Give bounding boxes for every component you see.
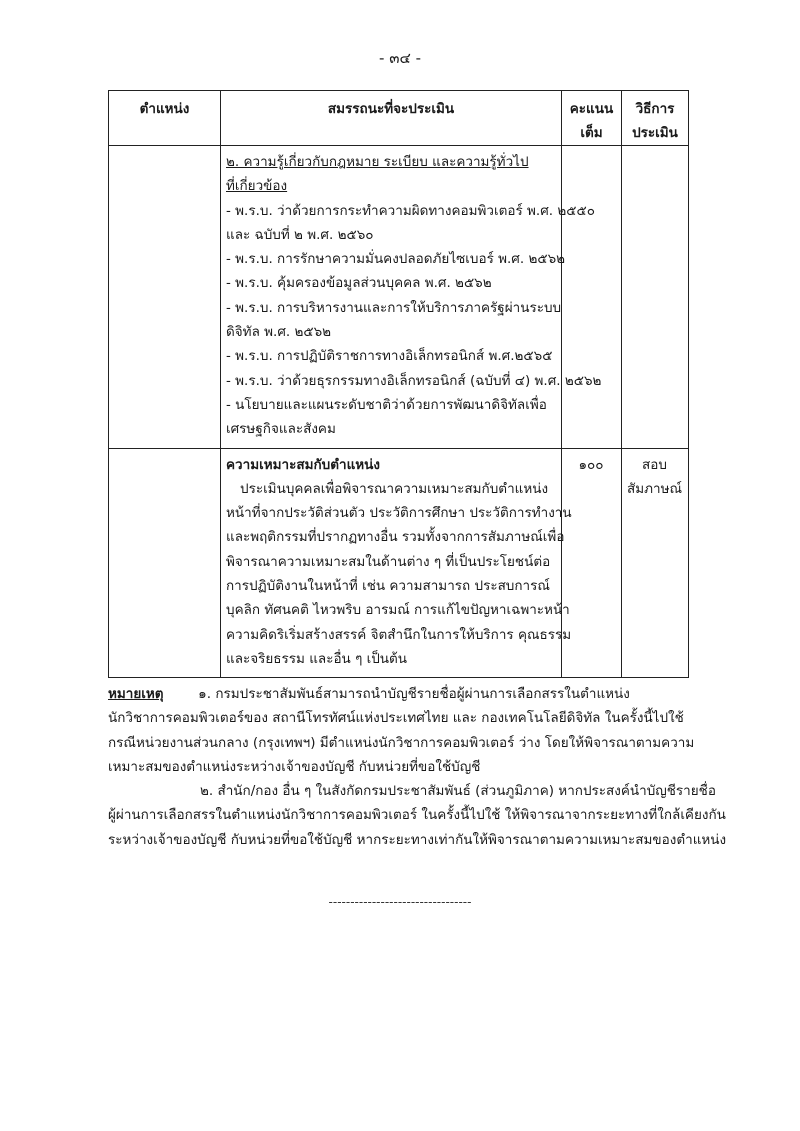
suitability-heading: ความเหมาะสมกับตำแหน่ง: [226, 456, 380, 473]
note2-line: ผู้ผ่านการเลือกสรรในตำแหน่งนักวิชาการคอมพิวเตอร์ ในครั้งนี้ไปใช้ ให้พิจารณาจากระยะทางที่ใกล้เคียงกัน: [108, 807, 726, 824]
row2-score-cell: [562, 448, 622, 678]
row2-competency-cell: [221, 448, 572, 678]
note1-line: กรณีหน่วยงานส่วนกลาง (กรุงเทพฯ) มีตำแหน่งนักวิชาการคอมพิวเตอร์ ว่าง โดยให้พิจารณาตามความ: [108, 734, 695, 751]
note2-line: ระหว่างเจ้าของบัญชี กับหน่วยที่ขอใช้บัญชี หากระยะทางเท่ากันให้พิจารณาตามความเหมาะสมของตำแหน่ง: [108, 831, 727, 848]
suitability-text-line: บุคลิก ทัศนคติ ไหวพริบ อารมณ์ การแก้ไขปัญหาเฉพาะหน้า: [226, 602, 570, 619]
header-full-score: [562, 91, 622, 146]
note1-line: ๑. กรมประชาสัมพันธ์สามารถนำบัญชีรายชื่อผู้ผ่านการเลือกสรรในตำแหน่ง: [198, 686, 630, 702]
row1-competency-cell: [221, 146, 602, 449]
law-knowledge-heading-line1: ๒. ความรู้เกี่ยวกับกฎหมาย ระเบียบ และความรู้ทั่วไป: [226, 154, 529, 170]
table-row: [109, 146, 689, 449]
law-item: - พ.ร.บ. การรักษาความมั่นคงปลอดภัยไซเบอร์ พ.ศ. ๒๕๖๒: [226, 251, 566, 268]
header-method: [622, 91, 689, 146]
remarks-section: [108, 682, 727, 852]
law-item: เศรษฐกิจและสังคม: [226, 421, 336, 438]
note1-line: เหมาะสมของตำแหน่งระหว่างเจ้าของบัญชี กับหน่วยที่ขอใช้บัญชี: [108, 758, 481, 775]
header-method-line2: ประเมิน: [632, 125, 678, 141]
law-item: - พ.ร.บ. ว่าด้วยการกระทำความผิดทางคอมพิวเตอร์ พ.ศ. ๒๕๕๐: [226, 202, 595, 219]
law-item: - พ.ร.บ. ว่าด้วยธุรกรรมทางอิเล็กทรอนิกส์ (ฉบับที่ ๔) พ.ศ. ๒๕๖๒: [226, 372, 602, 389]
note2-line: ๒. สำนัก/กอง อื่น ๆ ในสังกัดกรมประชาสัมพันธ์ (ส่วนภูมิภาค) หากประสงค์นำบัญชีรายชื่อ: [200, 783, 716, 800]
signoff-dashes: ---------------------------------: [328, 895, 472, 909]
method-line2: สัมภาษณ์: [627, 480, 683, 497]
law-item: - พ.ร.บ. การปฏิบัติราชการทางอิเล็กทรอนิกส์ พ.ศ.๒๕๖๕: [226, 348, 553, 365]
header-position: ตำแหน่ง: [109, 91, 221, 146]
law-item: - นโยบายและแผนระดับชาติว่าด้วยการพัฒนาดิจิทัลเพื่อ: [226, 396, 547, 413]
suitability-text-line: ประเมินบุคคลเพื่อพิจารณาความเหมาะสมกับตำแหน่ง: [240, 480, 549, 497]
suitability-text-line: และจริยธรรม และอื่น ๆ เป็นต้น: [226, 650, 408, 667]
law-knowledge-heading-line2: ที่เกี่ยวข้อง: [226, 178, 288, 195]
table-header-row: [109, 91, 689, 146]
header-method-line1: วิธีการ: [635, 101, 675, 117]
row1-method-cell: [622, 146, 689, 449]
law-item: - พ.ร.บ. คุ้มครองข้อมูลส่วนบุคคล พ.ศ. ๒๕๖๒: [226, 275, 492, 292]
suitability-text-line: หน้าที่จากประวัติส่วนตัว ประวัติการศึกษา ประวัติการทำงาน: [226, 505, 572, 522]
law-item: - พ.ร.บ. การบริหารงานและการให้บริการภาครัฐผ่านระบบ: [226, 299, 562, 316]
full-score-value: ๑๐๐: [578, 456, 604, 473]
header-full-score-line1: คะแนน: [569, 101, 614, 117]
suitability-text-line: และพฤติกรรมที่ปรากฏทางอื่น รวมทั้งจากการสัมภาษณ์เพื่อ: [226, 529, 565, 546]
row2-position-cell: [109, 448, 221, 678]
row1-position-cell: [109, 146, 221, 449]
law-item: และ ฉบับที่ ๒ พ.ศ. ๒๕๖๐: [226, 226, 374, 243]
page-number: - ๓๔ -: [379, 49, 421, 67]
suitability-text-line: ความคิดริเริ่มสร้างสรรค์ จิตสำนึกในการให้บริการ คุณธรรม: [226, 626, 572, 643]
row2-method-cell: [622, 448, 689, 678]
remarks-label: หมายเหตุ: [108, 686, 164, 702]
header-full-score-line2: เต็ม: [580, 125, 603, 141]
method-line1: สอบ: [642, 456, 667, 473]
law-item: ดิจิทัล พ.ศ. ๒๕๖๒: [226, 324, 332, 341]
header-competency: สมรรถนะที่จะประเมิน: [221, 91, 562, 146]
table-row: [109, 448, 689, 678]
suitability-text-line: การปฏิบัติงานในหน้าที่ เช่น ความสามารถ ประสบการณ์: [226, 578, 550, 595]
row1-score-cell: [562, 146, 622, 449]
note1-line: นักวิชาการคอมพิวเตอร์ของ สถานีโทรทัศน์แห่งประเทศไทย และ กองเทคโนโลยีดิจิทัล ในครั้งนี้ไปใช้: [108, 710, 684, 727]
suitability-text-line: พิจารณาความเหมาะสมในด้านต่าง ๆ ที่เป็นประโยชน์ต่อ: [226, 553, 551, 570]
competency-table: [108, 90, 689, 678]
